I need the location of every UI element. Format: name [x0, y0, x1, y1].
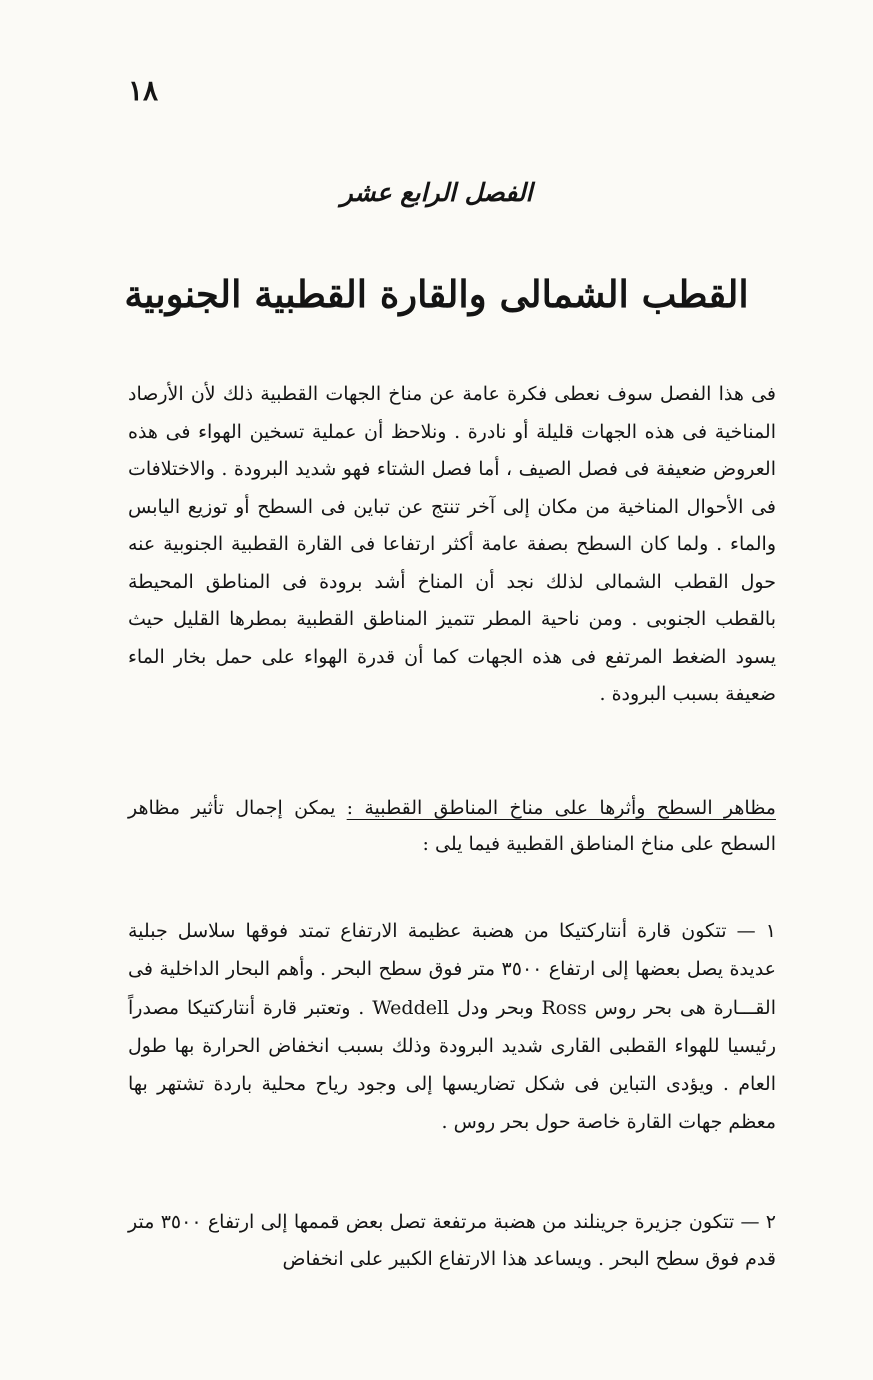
- intro-paragraph: فى هذا الفصل سوف نعطى فكرة عامة عن مناخ الجهات القطبية ذلك لأن الأرصاد المناخية فى هذه الجهات قليلة أو نادرة . ونلاحظ أن عملية تسخين الهواء فى هذه العروض ضعيفة فى فصل الصيف ، أما فصل الشتاء فهو شديد البرودة . والاختلافات فى الأحوال المناخية من مكان إلى آخر تنتج عن تباين فى السطح أو توزيع اليابس والماء . ولما كان السطح بصفة عامة أكثر ارتفاعا فى القارة القطبية الجنوبية عنه حول القطب الشمالى لذلك نجد أن المناخ أشد برودة فى المناطق المحيطة بالقطب الجنوبى . ومن ناحية المطر تتميز المناطق القطبية بمطرها القليل حيث يسود الضغط المرتفع فى هذه الجهات كما أن قدرة الهواء على حمل بخار الماء ضعيفة بسبب البرودة .: [128, 383, 776, 705]
- section-paragraph: [128, 790, 776, 862]
- section-text: يمكن إجمال تأثير مظاهر السطح على مناخ المناطق القطبية فيما يلى :: [128, 797, 776, 855]
- list-item: ١ — تتكون قارة أنتاركتيكا من هضبة عظيمة الارتفاع تمتد فوقها سلاسل جبلية عديدة يصل بعضها إلى ارتفاع ٣٥٠٠ متر فوق سطح البحر . وأهم البحار الداخلية فى القـــارة هى بحر روس Ross وبحر ودل Weddell . وتعتبر قارة أنتاركتيكا مصدراً رئيسيا للهواء القطبى القارى شديد البرودة وذلك بسبب انخفاض الحرارة بها طول العام . ويؤدى التباين فى شكل تضاريسها إلى وجود رياح محلية باردة تشتهر بها معظم جهات القارة خاصة حول بحر روس .: [128, 920, 777, 1134]
- list-item: ٢ — تتكون جزيرة جرينلند من هضبة مرتفعة تصل بعض قممها إلى ارتفاع ٣٥٠٠ متر قدم فوق سطح البحر . ويساعد هذا الارتفاع الكبير على انخفاض: [128, 1211, 776, 1270]
- page-number: ١٨: [128, 74, 159, 107]
- chapter-title: القطب الشمالى والقارة القطبية الجنوبية: [124, 272, 749, 316]
- section-heading: مظاهر السطح وأثرها على مناخ المناطق القطبية :: [346, 797, 776, 819]
- chapter-label: الفصل الرابع عشر: [340, 178, 533, 207]
